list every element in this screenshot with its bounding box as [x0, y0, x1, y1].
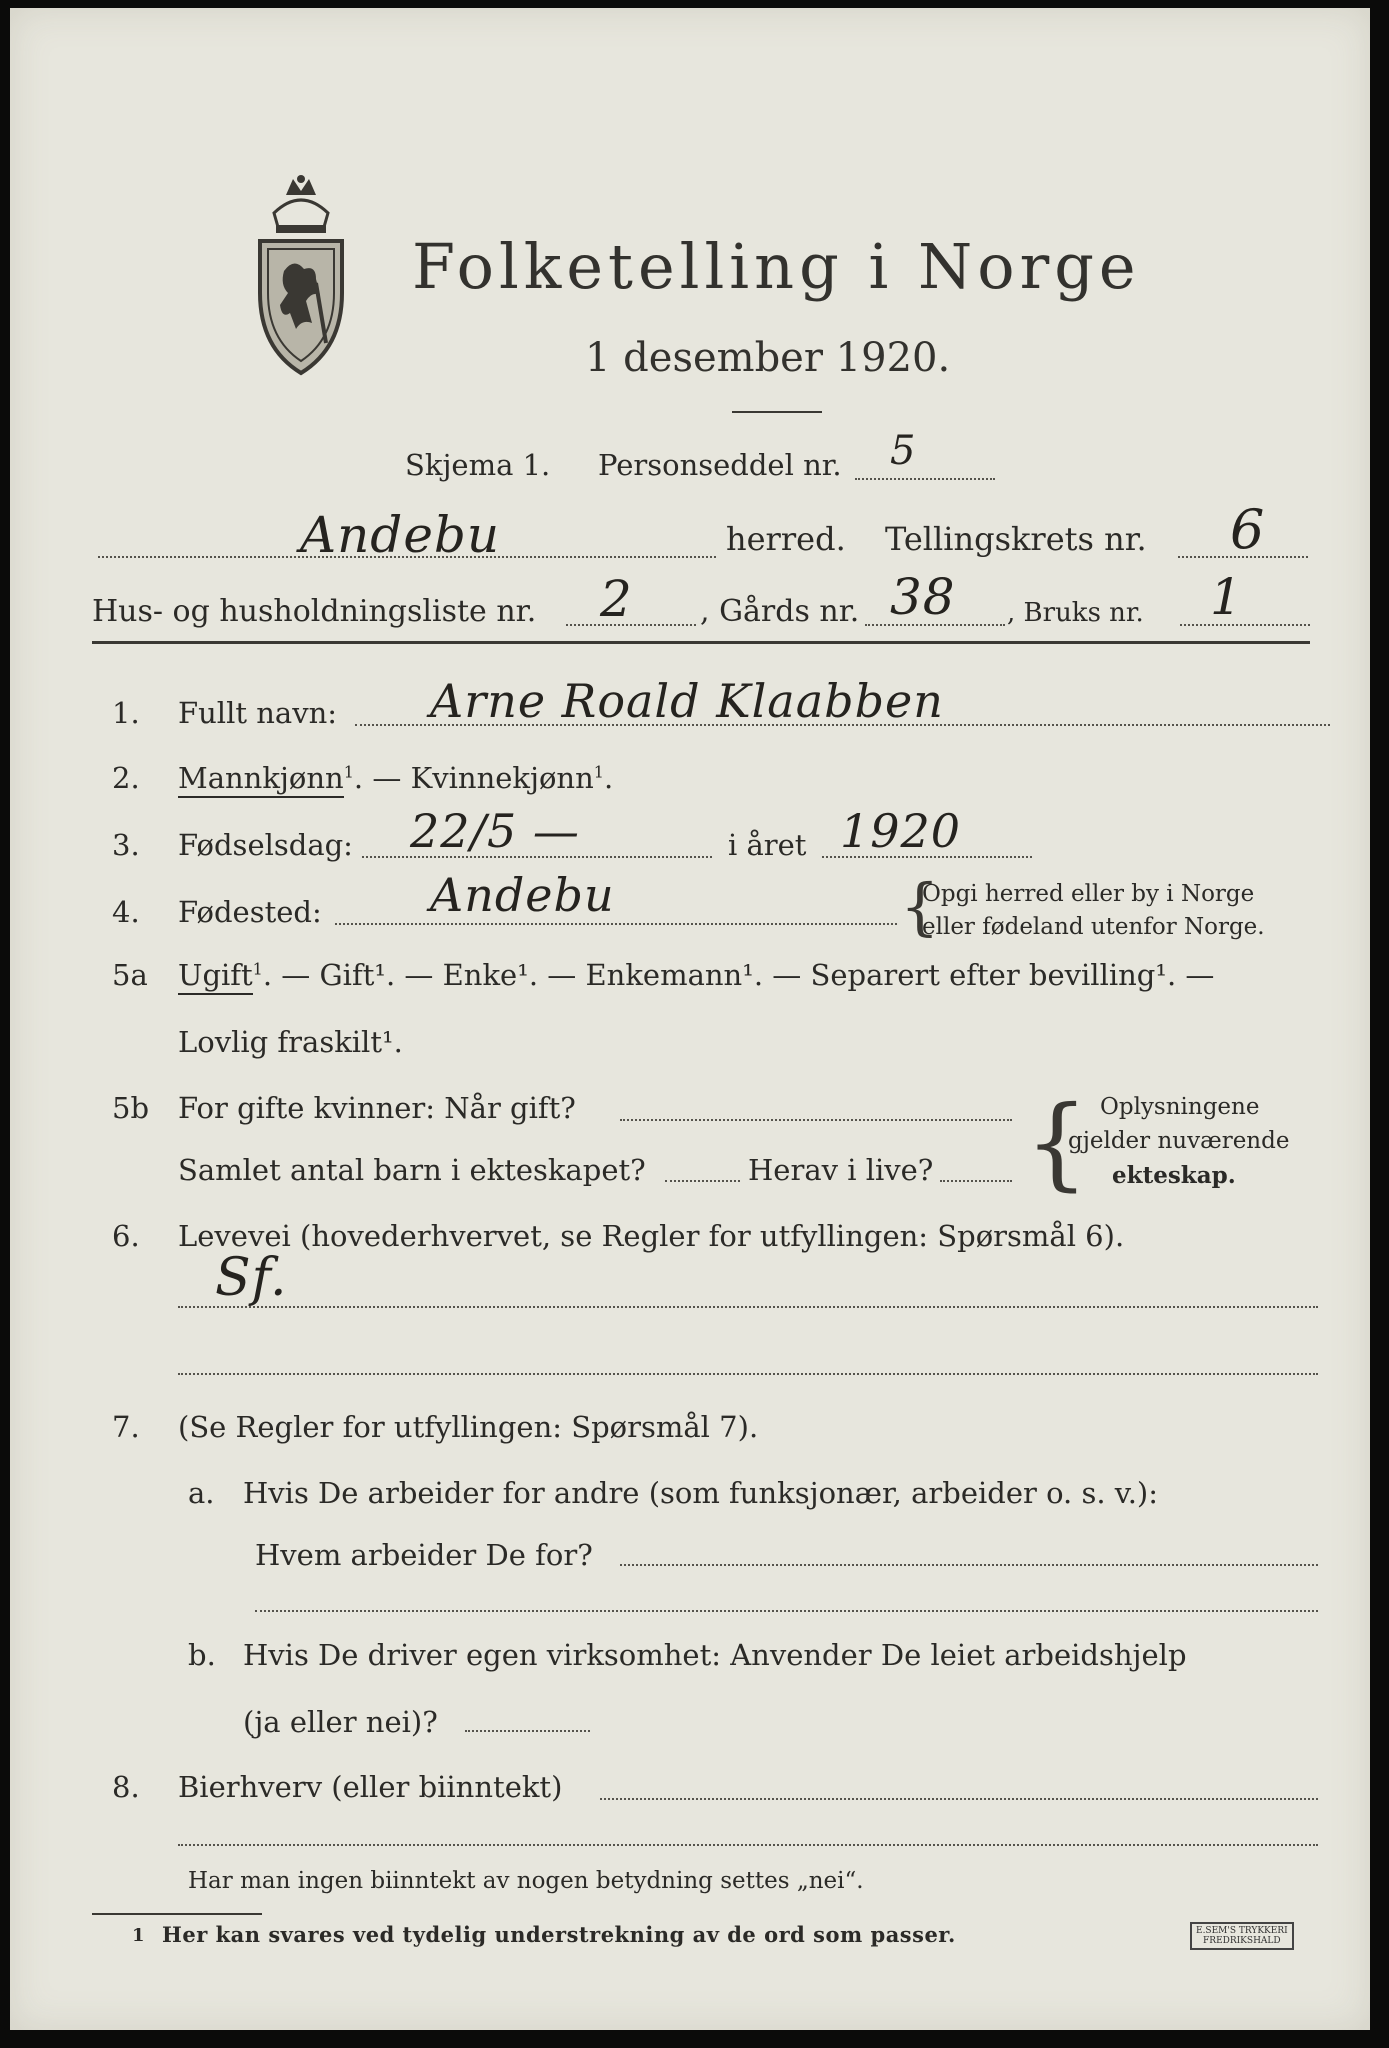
date-underline: [732, 411, 822, 413]
q5b-alive-line[interactable]: [940, 1180, 1012, 1182]
personseddel-line: [855, 478, 995, 480]
header-divider: [92, 641, 1310, 644]
q5b-married-line[interactable]: [620, 1119, 1012, 1121]
q4-birthplace[interactable]: Andebu: [430, 868, 615, 922]
q7-number: 7.: [112, 1410, 140, 1444]
q7b-letter: b.: [188, 1638, 216, 1672]
q5b-label3: Herav i live?: [748, 1153, 934, 1187]
q1-number: 1.: [112, 696, 140, 730]
gards-value[interactable]: 38: [890, 568, 956, 626]
q3-birthday[interactable]: 22/5 —: [410, 804, 580, 858]
q6-number: 6.: [112, 1219, 140, 1253]
q7a-label: Hvis De arbeider for andre (som funksjonær, arbeider o. s. v.):: [243, 1476, 1159, 1510]
q7b-answer-line[interactable]: [465, 1730, 590, 1732]
personseddel-label: Personseddel nr.: [598, 448, 842, 482]
q5b-children-line[interactable]: [665, 1180, 740, 1182]
q7a-label2: Hvem arbeider De for?: [255, 1538, 593, 1572]
q1-full-name[interactable]: Arne Roald Klaabben: [430, 674, 944, 728]
husliste-value[interactable]: 2: [600, 570, 633, 628]
q8-line1[interactable]: [600, 1798, 1318, 1800]
q7b-label: Hvis De driver egen virksomhet: Anvender De leiet arbeidshjelp: [243, 1638, 1187, 1672]
q4-number: 4.: [112, 895, 140, 929]
bruks-line: [1180, 624, 1310, 626]
footnote-text: Her kan svares ved tydelig understrekning av de ord som passer.: [162, 1922, 956, 1947]
tellingskrets-value[interactable]: 6: [1230, 498, 1266, 561]
q4-label: Fødested:: [178, 895, 322, 929]
q8-note: Har man ingen biinntekt av nogen betydning settes „nei“.: [188, 1868, 864, 1894]
q5b-note-line1: Oplysningene: [1100, 1094, 1260, 1120]
form-title: Folketelling i Norge: [412, 230, 1141, 303]
bruks-label: , Bruks nr.: [1007, 598, 1144, 628]
q5b-note-brace: {: [1025, 1084, 1089, 1201]
husliste-label: Hus- og husholdningsliste nr.: [92, 594, 537, 629]
q5b-number: 5b: [112, 1091, 150, 1125]
q8-line2[interactable]: [178, 1844, 1318, 1846]
q5a-ugift-option[interactable]: Ugift: [178, 958, 253, 995]
q3-year-label: i året: [728, 828, 807, 862]
q4-line: [335, 923, 897, 925]
q2-separator: . —: [353, 761, 411, 795]
q4-note-line2: eller fødeland utenfor Norge.: [922, 914, 1265, 940]
herred-value[interactable]: Andebu: [300, 506, 501, 564]
q2-number: 2.: [112, 761, 140, 795]
personseddel-value[interactable]: 5: [890, 428, 917, 474]
q7a-employer-line[interactable]: [620, 1564, 1318, 1566]
q5a-marital-options: Ugift$^1$. — Gift¹. — Enke¹. — Enkemann¹. — Separert efter bevilling¹. —: [178, 958, 1214, 992]
q2-end: .: [603, 761, 614, 795]
q6-line2[interactable]: [178, 1373, 1318, 1375]
footnote-mark: 1: [132, 1925, 145, 1946]
skjema-label: Skjema 1.: [405, 448, 551, 482]
census-date: 1 desember 1920.: [585, 335, 951, 381]
q5a-line2[interactable]: Lovlig fraskilt¹.: [178, 1025, 403, 1059]
q5a-number: 5a: [112, 958, 148, 992]
q3-birth-year[interactable]: 1920: [840, 804, 962, 858]
norwegian-coat-of-arms-icon: [246, 173, 356, 383]
q7b-label2: (ja eller nei)?: [243, 1705, 438, 1739]
q5b-note-line2: gjelder nuværende: [1068, 1128, 1290, 1154]
q2-female-option[interactable]: Kvinnekjønn: [410, 761, 594, 795]
stamp-line1: E.SEM'S TRYKKERI: [1196, 1926, 1288, 1936]
gards-label: , Gårds nr.: [700, 594, 860, 629]
tellingskrets-label: Tellingskrets nr.: [885, 520, 1147, 558]
q5b-label1: For gifte kvinner: Når gift?: [178, 1091, 576, 1125]
q8-label: Bierhverv (eller biinntekt): [178, 1770, 563, 1804]
herred-label: herred.: [726, 520, 846, 558]
q6-occupation[interactable]: Sf.: [215, 1248, 288, 1308]
stamp-line2: FREDRIKSHALD: [1203, 1936, 1281, 1946]
printer-stamp: [1190, 1922, 1294, 1950]
q7a-letter: a.: [188, 1476, 215, 1510]
census-form-page: [10, 8, 1370, 2030]
bruks-value[interactable]: 1: [1210, 568, 1243, 626]
q3-number: 3.: [112, 828, 140, 862]
q5b-label2: Samlet antal barn i ekteskapet?: [178, 1153, 646, 1187]
q1-label: Fullt navn:: [178, 696, 338, 730]
q7a-employer-line2[interactable]: [255, 1610, 1318, 1612]
q5b-note-line3: ekteskap.: [1112, 1162, 1236, 1189]
q4-note-brace: {: [900, 870, 940, 943]
q4-note-line1: Opgi herred eller by i Norge: [922, 881, 1255, 907]
q8-number: 8.: [112, 1770, 140, 1804]
q2-male-option[interactable]: Mannkjønn: [178, 761, 344, 798]
q6-label: Levevei (hovederhvervet, se Regler for utfyllingen: Spørsmål 6).: [178, 1219, 1125, 1253]
q3-label: Fødselsdag:: [178, 828, 353, 862]
q5a-other-options[interactable]: . — Gift¹. — Enke¹. — Enkemann¹. — Separert efter bevilling¹. —: [262, 958, 1215, 992]
q2-gender-options: Mannkjønn$^1$. — Kvinnekjønn$^1$.: [178, 761, 613, 795]
q7-label: (Se Regler for utfyllingen: Spørsmål 7).: [178, 1410, 759, 1444]
footnote-rule: [92, 1913, 262, 1915]
q6-line1: [178, 1306, 1318, 1308]
